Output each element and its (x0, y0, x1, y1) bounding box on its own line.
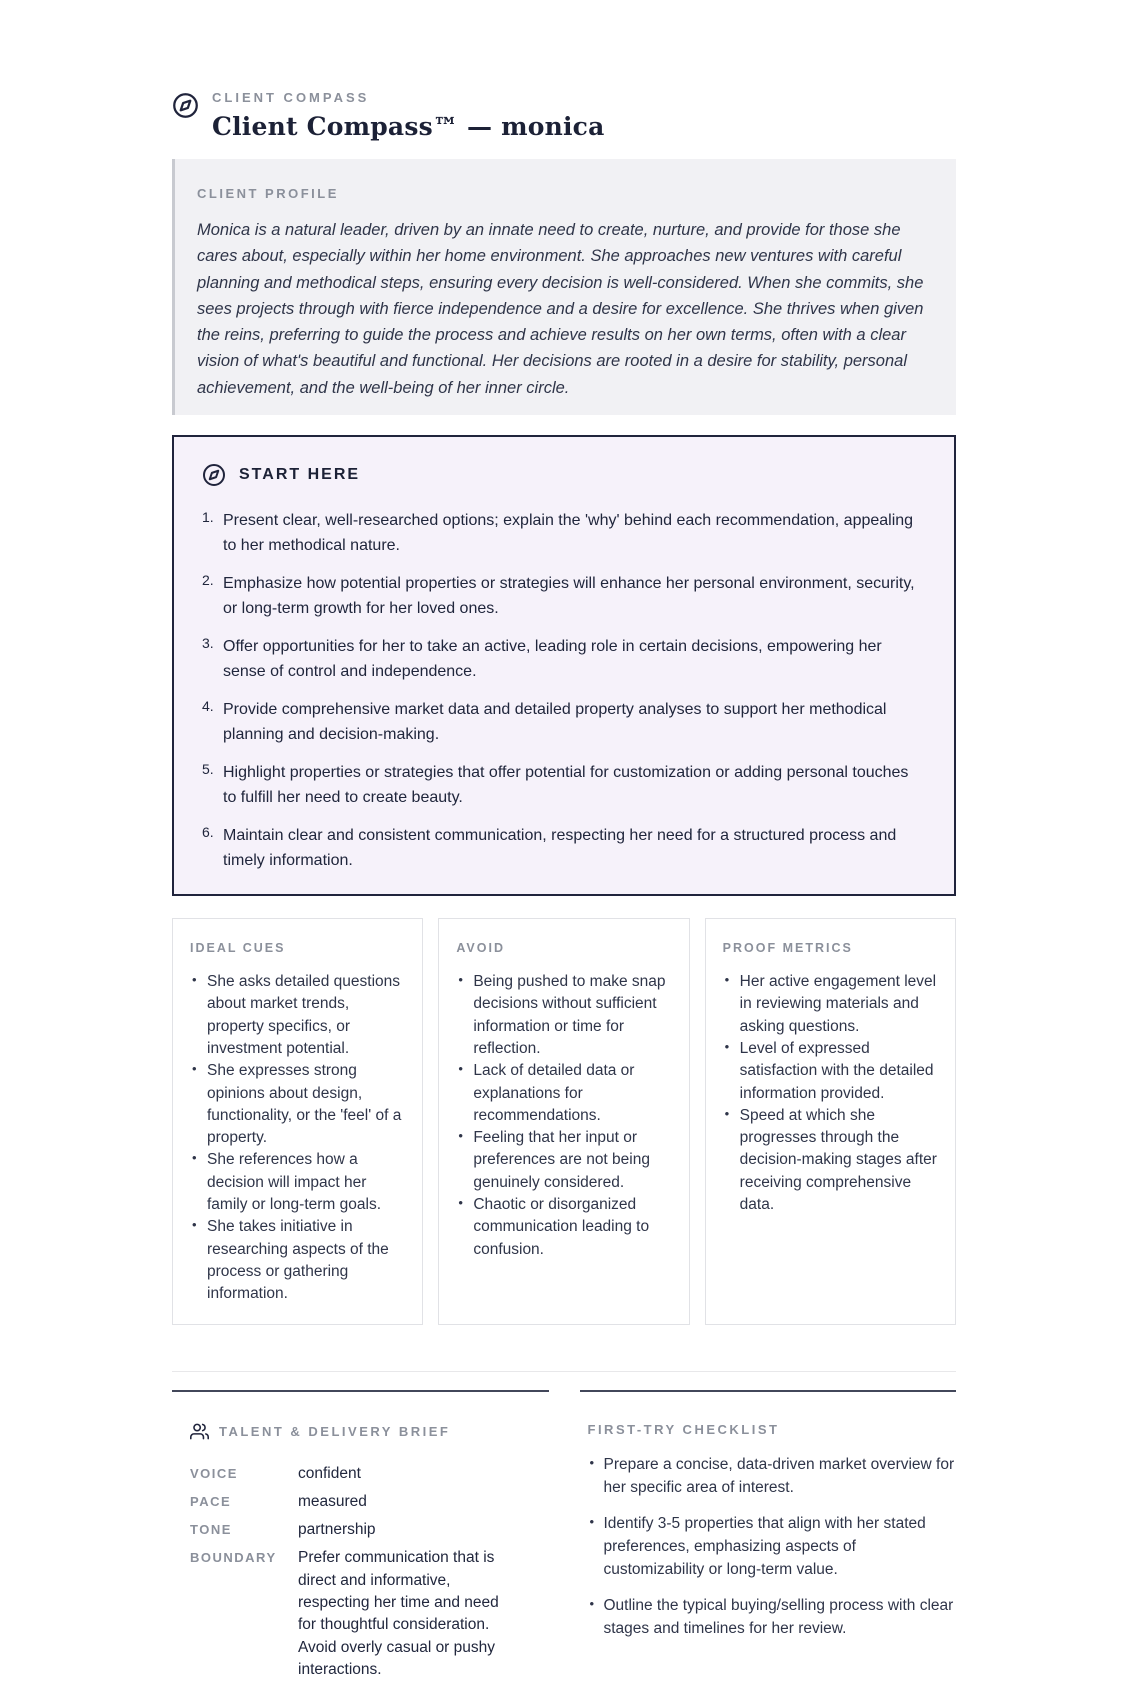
brief-row-label: TONE (190, 1522, 232, 1538)
list-item: • She references how a decision will impact her family or long-term goals. (190, 1149, 405, 1216)
checklist-item: • Identify 3-5 properties that align with her stated preferences, emphasizing aspects of customizability or long-term value. (588, 1512, 957, 1581)
start-here-item-text: Present clear, well-researched options; explain the 'why' behind each recommendation, appealing to her methodical nature. (223, 512, 914, 555)
client-compass-document (172, 0, 956, 1687)
start-here-item-text: Provide comprehensive market data and detailed property analyses to support her methodical planning and decision-making. (223, 701, 887, 744)
document-header (172, 0, 956, 141)
section-divider (172, 1371, 956, 1372)
checklist-list (588, 1453, 957, 1640)
brief-row (190, 1463, 549, 1485)
list-item: • Being pushed to make snap decisions without sufficient information or time for reflection. (456, 971, 671, 1060)
start-here-item (202, 508, 926, 558)
avoid-label: AVOID (456, 941, 505, 956)
start-here-label: START HERE (239, 466, 361, 484)
talent-brief-label: TALENT & DELIVERY BRIEF (219, 1423, 451, 1439)
brief-row-value: confident (298, 1464, 361, 1482)
list-item: • She expresses strong opinions about design, functionality, or the 'feel' of a property. (190, 1060, 405, 1149)
start-here-item (202, 823, 926, 873)
compass-icon (202, 463, 226, 487)
item-number: 1. (202, 509, 214, 526)
start-here-item-text: Highlight properties or strategies that offer potential for customization or adding personal touches to fulfill her need to create beauty. (223, 764, 909, 807)
list-item: • Feeling that her input or preferences are not being genuinely considered. (456, 1127, 671, 1194)
list-item: • Lack of detailed data or explanations for recommendations. (456, 1060, 671, 1127)
talent-brief-header (190, 1422, 549, 1441)
ideal-cues-card (172, 918, 423, 1324)
brief-row (190, 1491, 549, 1513)
talent-brief-rows (190, 1463, 549, 1682)
brief-row-value: measured (298, 1492, 367, 1510)
ideal-cues-label: IDEAL CUES (190, 941, 286, 956)
proof-metrics-list (723, 971, 938, 1216)
list-item: • Level of expressed satisfaction with the detailed information provided. (723, 1038, 938, 1105)
client-profile-text: Monica is a natural leader, driven by an innate need to create, nurture, and provide for those she cares about, especially within her home environment. She approaches new ventures with careful planning and methodical steps, ensuring every decision is well-considered. When she commits, she sees projects through with fierce independence and a desire for excellence. She thrives when given the reins, preferring to guide the process and achieve results on her own terms, often with a clear vision of what's beautiful and functional. Her decisions are rooted in a desire for stability, personal achievement, and the well-being of her inner circle. (197, 221, 924, 397)
cue-cards-row (172, 918, 956, 1324)
start-here-item-text: Emphasize how potential properties or strategies will enhance her personal environment, security, or long-term growth for her loved ones. (223, 575, 915, 618)
start-here-item (202, 634, 926, 684)
header-text (212, 90, 605, 141)
users-icon (190, 1422, 209, 1441)
checklist-item: • Outline the typical buying/selling process with clear stages and timelines for her review. (588, 1594, 957, 1640)
checklist-label: FIRST-TRY CHECKLIST (587, 1421, 780, 1437)
brief-row (190, 1519, 549, 1541)
list-item: • She takes initiative in researching aspects of the process or gathering information. (190, 1216, 405, 1305)
client-profile-label: CLIENT PROFILE (197, 186, 339, 201)
proof-metrics-label: PROOF METRICS (722, 941, 853, 956)
brief-row-label: PACE (190, 1493, 232, 1509)
avoid-list (456, 971, 671, 1261)
brief-row-value: partnership (298, 1521, 376, 1539)
item-number: 5. (202, 761, 214, 778)
eyebrow-label: CLIENT COMPASS (212, 90, 370, 105)
brief-row-label: BOUNDARY (190, 1550, 277, 1566)
list-item: • Chaotic or disorganized communication leading to confusion. (456, 1194, 671, 1261)
first-try-checklist-section (580, 1390, 957, 1687)
brief-row-value: Prefer communication that is direct and informative, respecting her time and need for thoughtful consideration. Avoid overly casual or pushy interactions. (298, 1549, 499, 1678)
start-here-item-text: Maintain clear and consistent communication, respecting her need for a structured process and timely information. (223, 827, 897, 870)
start-here-list (202, 508, 926, 873)
item-number: 3. (202, 635, 214, 652)
compass-icon (172, 92, 199, 141)
start-here-header (202, 463, 926, 487)
list-item: • Speed at which she progresses through the decision-making stages after receiving comprehensive data. (723, 1105, 938, 1216)
bottom-sections (172, 1390, 956, 1687)
ideal-cues-list (190, 971, 405, 1305)
start-here-item (202, 697, 926, 747)
page-title: Client Compass™ — monica (212, 112, 605, 141)
item-number: 2. (202, 572, 214, 589)
talent-delivery-brief-section (172, 1390, 549, 1687)
brief-row-label: VOICE (190, 1465, 238, 1481)
brief-row (190, 1547, 549, 1681)
checklist-item: • Prepare a concise, data-driven market overview for her specific area of interest. (588, 1453, 957, 1499)
proof-metrics-card (705, 918, 956, 1324)
start-here-section (172, 435, 956, 896)
start-here-item (202, 760, 926, 810)
start-here-item-text: Offer opportunities for her to take an active, leading role in certain decisions, empowering her sense of control and independence. (223, 638, 882, 681)
client-profile-section (172, 159, 956, 415)
item-number: 4. (202, 698, 214, 715)
avoid-card (438, 918, 689, 1324)
item-number: 6. (202, 824, 214, 841)
start-here-item (202, 571, 926, 621)
list-item: • Her active engagement level in reviewing materials and asking questions. (723, 971, 938, 1038)
list-item: • She asks detailed questions about market trends, property specifics, or investment potential. (190, 971, 405, 1060)
